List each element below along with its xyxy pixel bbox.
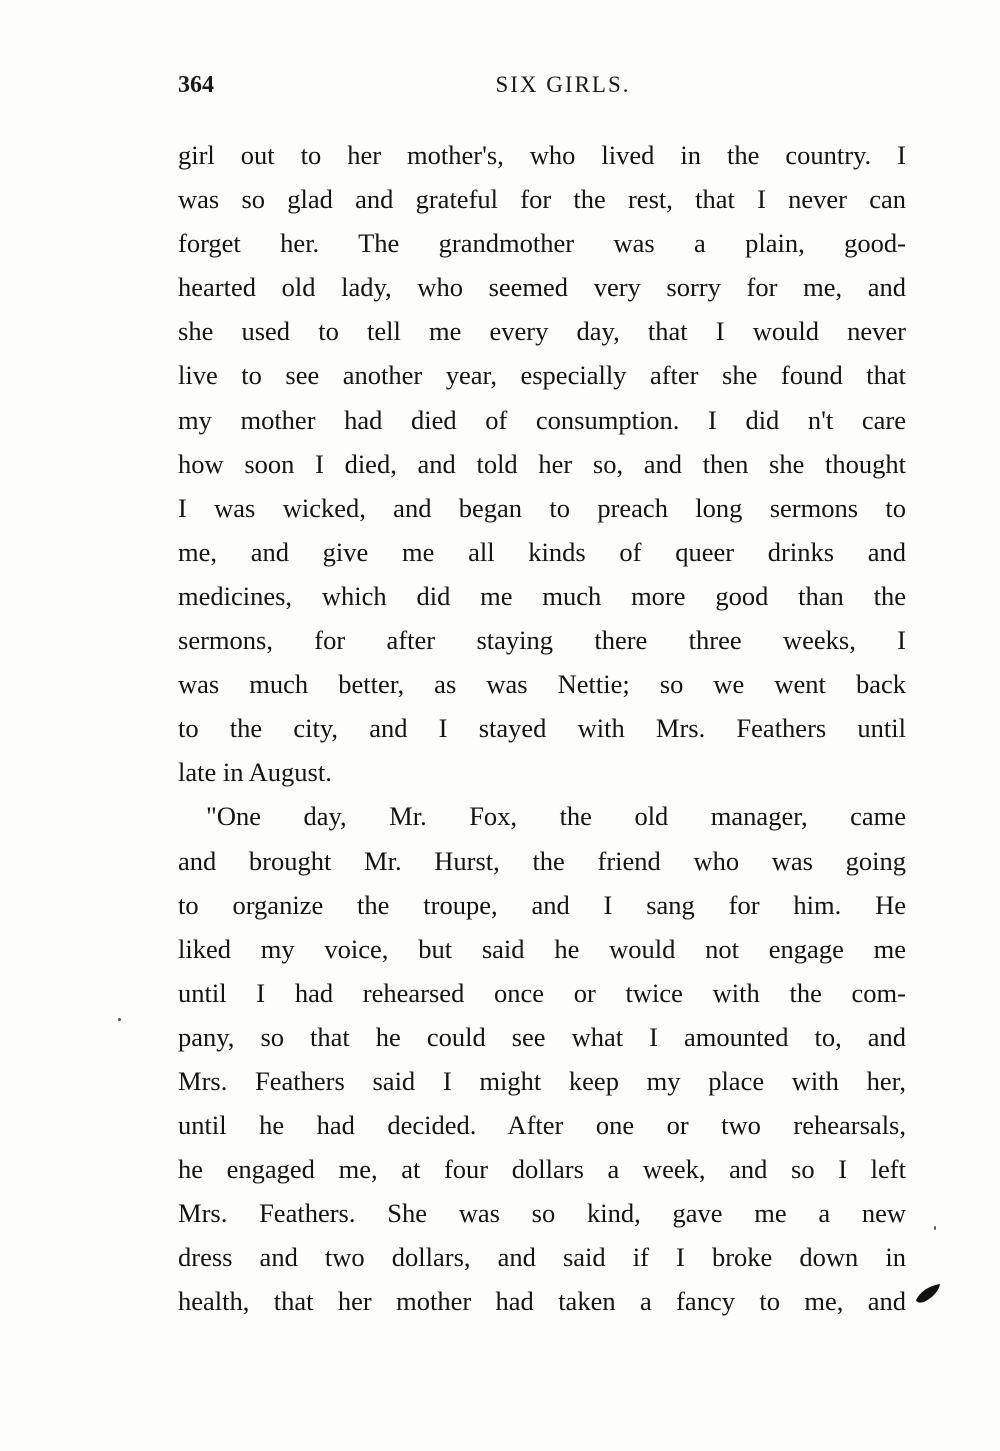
text-line: sermons, for after staying there three weeks, I: [178, 625, 906, 656]
text-line: he engaged me, at four dollars a week, and so I left: [178, 1154, 906, 1185]
text-line: girl out to her mother's, who lived in the country. I: [178, 140, 906, 170]
text-line: "One day, Mr. Fox, the old manager, came: [206, 801, 906, 832]
text-line: medicines, which did me much more good than the: [178, 580, 906, 611]
page-number: 364: [178, 72, 214, 98]
text-line: me, and give me all kinds of queer drinks and: [178, 536, 906, 567]
print-speck: [934, 1226, 936, 1230]
text-line: was much better, as was Nettie; so we went back: [178, 669, 906, 700]
text-line: was so glad and grateful for the rest, that I never can: [178, 184, 906, 215]
text-line: to the city, and I stayed with Mrs. Feathers until: [178, 713, 906, 744]
text-line: dress and two dollars, and said if I broke down in: [178, 1242, 906, 1273]
text-line: liked my voice, but said he would not engage me: [178, 933, 906, 964]
text-line: she used to tell me every day, that I would never: [178, 316, 906, 347]
text-line: pany, so that he could see what I amounted to, and: [178, 1021, 906, 1052]
text-line: Mrs. Feathers. She was so kind, gave me a new: [178, 1198, 906, 1229]
page-header: [178, 72, 908, 112]
text-line: hearted old lady, who seemed very sorry for me, and: [178, 272, 906, 303]
text-line: until I had rehearsed once or twice with the com-: [178, 977, 906, 1008]
text-line: I was wicked, and began to preach long sermons to: [178, 492, 906, 523]
text-line: to organize the troupe, and I sang for him. He: [178, 889, 906, 920]
text-line: until he had decided. After one or two rehearsals,: [178, 1110, 906, 1141]
text-line: how soon I died, and told her so, and then she thought: [178, 448, 906, 479]
body-text: [178, 133, 906, 1324]
running-title: SIX GIRLS.: [495, 72, 631, 97]
text-line: and brought Mr. Hurst, the friend who was going: [178, 845, 906, 876]
text-line: forget her. The grandmother was a plain, good-: [178, 228, 906, 259]
ink-blot-icon: [914, 1282, 942, 1304]
print-speck: [118, 1018, 121, 1021]
text-line: live to see another year, especially after she found that: [178, 360, 906, 391]
text-line: health, that her mother had taken a fancy to me, and: [178, 1286, 906, 1317]
text-line: my mother had died of consumption. I did n't care: [178, 404, 906, 435]
text-line: Mrs. Feathers said I might keep my place with her,: [178, 1065, 906, 1096]
text-line: late in August.: [178, 757, 332, 788]
